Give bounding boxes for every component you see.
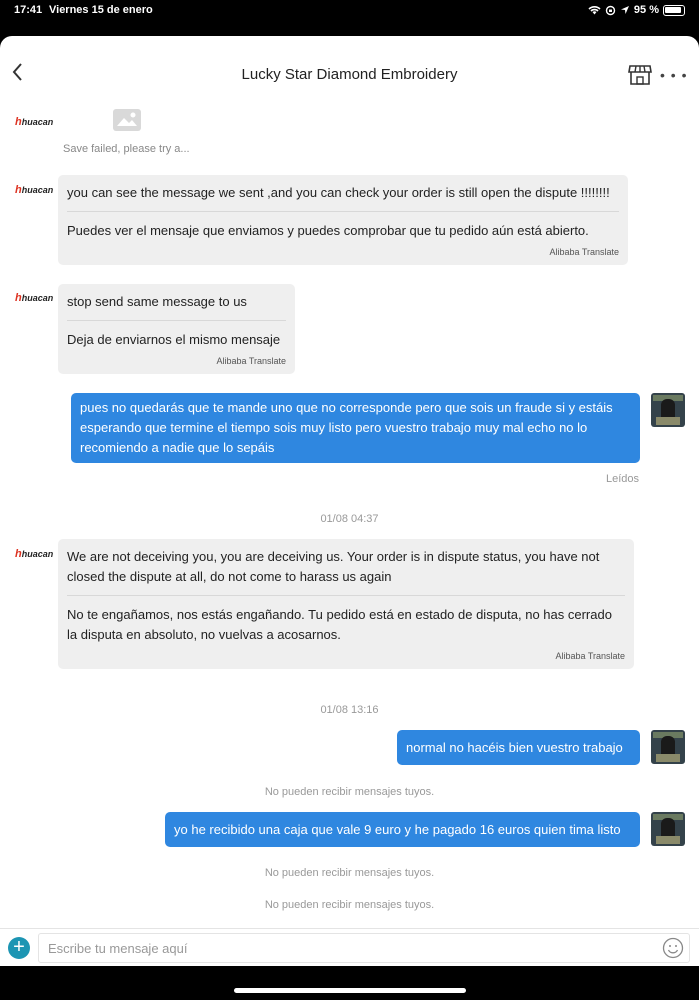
- outgoing-message-bubble[interactable]: [71, 393, 640, 463]
- seller-logo: hhuacan: [15, 548, 54, 560]
- user-avatar[interactable]: [651, 393, 685, 427]
- outgoing-message-bubble[interactable]: [397, 730, 640, 765]
- user-avatar[interactable]: [651, 730, 685, 764]
- incoming-message-bubble[interactable]: [58, 175, 628, 265]
- add-attachment-icon[interactable]: +: [8, 937, 30, 959]
- translation-divider: [67, 211, 619, 212]
- delivery-failed-notice: No pueden recibir mensajes tuyos.: [264, 867, 435, 879]
- incoming-message-bubble[interactable]: [58, 539, 634, 669]
- seller-logo: hhuacan: [15, 292, 54, 304]
- seller-logo: hhuacan: [15, 184, 54, 196]
- composer-bar: [0, 928, 699, 966]
- message-translation-text: Deja de enviarnos el mismo mensaje: [67, 332, 281, 347]
- message-translation-text: Puedes ver el mensaje que enviamos y puedes comprobar que tu pedido aún está abierto.: [67, 223, 589, 238]
- battery-icon: [663, 5, 685, 16]
- rotation-lock-icon: [605, 5, 616, 16]
- translation-divider: [67, 595, 625, 596]
- wifi-icon: [588, 5, 601, 15]
- user-avatar[interactable]: [651, 812, 685, 846]
- translator-label: Alibaba Translate: [216, 356, 286, 366]
- chat-timestamp: 01/08 13:16: [320, 704, 379, 716]
- message-text: normal no hacéis bien vuestro trabajo: [406, 740, 623, 755]
- more-options-icon[interactable]: • • •: [660, 67, 688, 83]
- status-bar: [0, 0, 699, 22]
- emoji-icon[interactable]: [662, 937, 684, 959]
- chat-title: Lucky Star Diamond Embroidery: [241, 66, 458, 83]
- message-original-text: you can see the message we sent ,and you can check your order is still open the dispute !!!!!!!!: [67, 185, 610, 200]
- translation-divider: [67, 320, 286, 321]
- incoming-message-bubble[interactable]: [58, 284, 295, 374]
- home-indicator[interactable]: [234, 988, 466, 993]
- outgoing-message-bubble[interactable]: [165, 812, 640, 847]
- translator-label: Alibaba Translate: [549, 247, 619, 257]
- store-icon[interactable]: [628, 64, 652, 86]
- delivery-failed-notice: No pueden recibir mensajes tuyos.: [264, 899, 435, 911]
- message-input[interactable]: Escribe tu mensaje aquí: [38, 933, 690, 963]
- broken-image-icon[interactable]: [112, 108, 142, 132]
- message-original-text: stop send same message to us: [67, 294, 247, 309]
- message-text: yo he recibido una caja que vale 9 euro y he pagado 16 euros quien tima listo: [174, 822, 621, 837]
- battery-percent: 95 %: [633, 4, 659, 16]
- chat-timestamp: 01/08 04:37: [320, 513, 379, 525]
- status-indicators: [588, 4, 685, 16]
- save-failed-text: Save failed, please try a...: [63, 143, 190, 155]
- message-original-text: We are not deceiving you, you are deceiving us. Your order is in dispute status, you have not closed the dispute at all, do not come to harass us again: [67, 549, 600, 584]
- message-translation-text: No te engañamos, nos estás engañando. Tu pedido está en estado de disputa, no has cerrado la disputa en absoluto, no vuelvas a acosarnos.: [67, 607, 612, 642]
- status-time: 17:41: [14, 4, 43, 16]
- status-date: Viernes 15 de enero: [49, 4, 153, 16]
- translator-label: Alibaba Translate: [555, 651, 625, 661]
- chat-header: [0, 36, 699, 96]
- location-icon: [620, 5, 630, 15]
- seller-logo: hhuacan: [15, 116, 54, 128]
- read-status: Leídos: [606, 473, 640, 485]
- chat-window: [0, 36, 699, 966]
- delivery-failed-notice: No pueden recibir mensajes tuyos.: [264, 786, 435, 798]
- message-text: pues no quedarás que te mande uno que no corresponde pero que sois un fraude si y estáis esperando que termine el tiempo sois muy listo pero vuestro trabajo muy mal echo no lo recomiendo a nadie que lo sepáis: [80, 400, 613, 455]
